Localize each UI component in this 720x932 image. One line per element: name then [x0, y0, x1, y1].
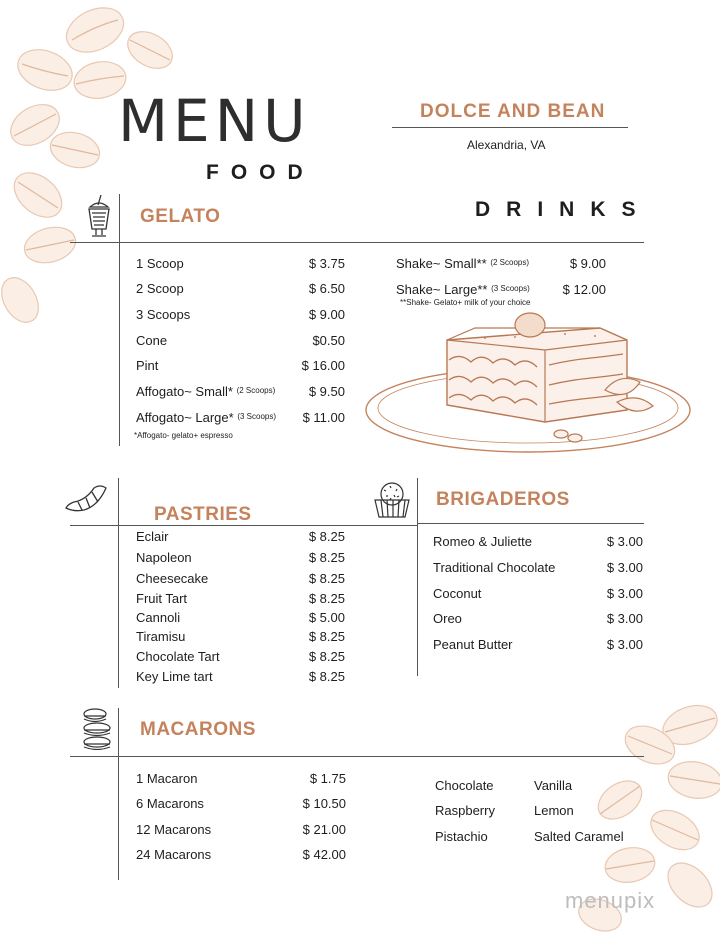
macaron-flavor: Raspberry — [435, 803, 495, 818]
pastries-title: PASTRIES — [154, 504, 252, 525]
menu-item-price: $ 8.25 — [308, 591, 345, 606]
menu-item-price: $ 8.25 — [308, 629, 345, 644]
scoop-note: (3 Scoops) — [491, 284, 530, 293]
menu-item-price: $ 1.75 — [309, 771, 346, 786]
menu-item-price: $0.50 — [312, 333, 345, 348]
macarons-horizontal-rule — [70, 756, 644, 757]
menu-item-price: $ 12.00 — [562, 282, 606, 297]
menu-item-name: 6 Macarons — [136, 796, 204, 811]
menu-item-price: $ 42.00 — [302, 847, 346, 862]
menu-item-price: $ 8.25 — [308, 571, 345, 586]
menu-item-price: $ 3.00 — [606, 560, 643, 575]
menu-item-name: Peanut Butter — [433, 637, 513, 652]
scoop-note: (2 Scoops) — [490, 258, 530, 267]
menu-item-name: Cone — [136, 333, 168, 348]
scoop-note: (3 Scoops) — [237, 412, 277, 421]
pastries-horizontal-rule — [70, 525, 418, 526]
scoop-note: (2 Scoops) — [236, 386, 276, 395]
location: Alexandria, VA — [467, 138, 546, 152]
menu-item-name: 1 Scoop — [136, 256, 184, 271]
menu-item-name: Romeo & Juliette — [433, 534, 532, 549]
gelato-title: GELATO — [140, 206, 221, 227]
gelato-horizontal-rule — [70, 242, 644, 243]
menu-item-price: $ 6.50 — [308, 281, 345, 296]
menu-item-price: $ 3.75 — [308, 256, 345, 271]
menu-item-price: $ 9.00 — [569, 256, 606, 271]
menu-item-price: $ 8.25 — [308, 649, 345, 664]
menu-item-label: Affogato~ Small* — [136, 384, 233, 399]
menu-item-name: 1 Macaron — [136, 771, 198, 786]
menu-item-name — [136, 410, 276, 425]
brigaderos-title: BRIGADEROS — [436, 489, 570, 510]
brand-name: DOLCE AND BEAN — [420, 101, 606, 122]
menu-item-name — [396, 282, 530, 297]
brigadeiro-icon — [372, 480, 412, 520]
croissant-icon — [64, 482, 110, 518]
brand-divider — [392, 127, 628, 128]
menu-item-name: Napoleon — [136, 550, 192, 565]
menu-item-name: Fruit Tart — [136, 591, 188, 606]
menu-item-price: $ 3.00 — [606, 534, 643, 549]
drinks-heading: DRINKS — [475, 198, 652, 221]
menu-item-price: $ 8.25 — [308, 529, 345, 544]
brigaderos-vertical-rule — [417, 478, 418, 676]
brigaderos-horizontal-rule — [417, 523, 644, 524]
menu-item-price: $ 11.00 — [302, 410, 345, 425]
watermark: menupix — [565, 888, 656, 913]
macaron-flavor: Salted Caramel — [534, 829, 624, 844]
menu-item-label: Shake~ Small** — [396, 256, 487, 271]
tiramisu-cake-illustration — [365, 310, 695, 460]
menu-item-price: $ 9.00 — [308, 307, 345, 322]
menu-title: MENU — [118, 87, 311, 155]
menu-item-price: $ 5.00 — [308, 610, 345, 625]
macaron-flavor: Chocolate — [435, 778, 494, 793]
menu-item-price: $ 10.50 — [302, 796, 346, 811]
menu-item-label: Affogato~ Large* — [136, 410, 234, 425]
menu-item-name: Cheesecake — [136, 571, 209, 586]
menu-item-name: Pint — [136, 358, 159, 373]
menu-item-name: 3 Scoops — [136, 307, 191, 322]
drinks-footnote: **Shake- Gelato+ milk of your choice — [400, 298, 531, 307]
menu-item-price: $ 8.25 — [308, 669, 345, 684]
menu-item-name — [396, 256, 529, 271]
milkshake-icon — [86, 195, 112, 239]
menu-item-name: Tiramisu — [136, 629, 186, 644]
macarons-title: MACARONS — [140, 719, 256, 740]
menu-item-name: Coconut — [433, 586, 482, 601]
pastries-vertical-rule — [118, 478, 119, 688]
gelato-vertical-rule — [119, 194, 120, 446]
menu-item-price: $ 16.00 — [301, 358, 345, 373]
menu-item-name: Traditional Chocolate — [433, 560, 556, 575]
macaron-flavor: Vanilla — [534, 778, 573, 793]
menu-item-name: 2 Scoop — [136, 281, 184, 296]
menu-item-name: 12 Macarons — [136, 822, 212, 837]
menu-item-label: Shake~ Large** — [396, 282, 488, 297]
menu-item-price: $ 9.50 — [308, 384, 345, 399]
macaron-flavor: Lemon — [534, 803, 574, 818]
macaron-stack-icon — [80, 708, 114, 750]
menu-item-name: Key Lime tart — [136, 669, 213, 684]
gelato-footnote: *Affogato- gelato+ espresso — [134, 431, 233, 440]
menu-item-price: $ 8.25 — [308, 550, 345, 565]
menu-item-name: Eclair — [136, 529, 169, 544]
menu-item-name — [136, 384, 275, 399]
menu-item-name: Cannoli — [136, 610, 181, 625]
menu-item-name: Oreo — [433, 611, 462, 626]
menu-item-price: $ 3.00 — [606, 637, 643, 652]
menu-item-name: Chocolate Tart — [136, 649, 220, 664]
menu-item-price: $ 3.00 — [606, 611, 643, 626]
menu-item-price: $ 21.00 — [302, 822, 346, 837]
menu-item-price: $ 3.00 — [606, 586, 643, 601]
food-heading: FOOD — [206, 161, 315, 184]
menu-item-name: 24 Macarons — [136, 847, 212, 862]
macaron-flavor: Pistachio — [435, 829, 488, 844]
macarons-vertical-rule — [118, 708, 119, 880]
